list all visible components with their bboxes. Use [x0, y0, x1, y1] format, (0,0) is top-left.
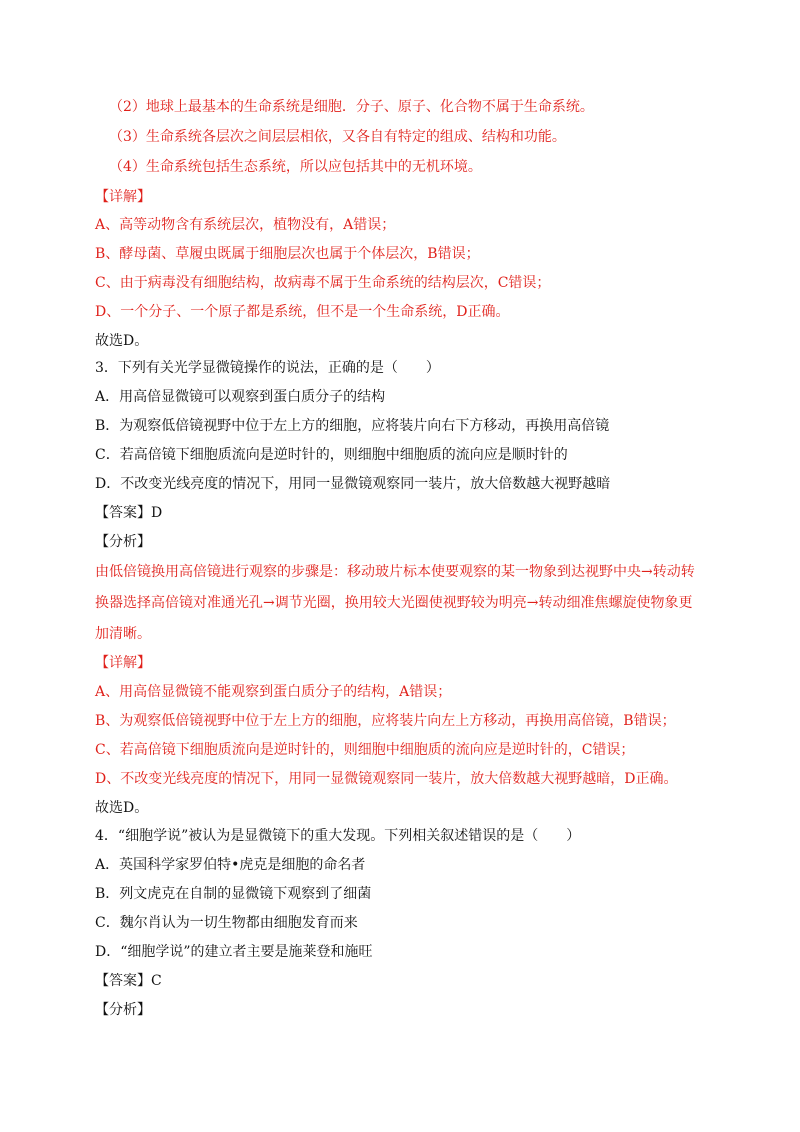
answer-line: 【答案】D — [95, 505, 163, 521]
text-line: D、不改变光线亮度的情况下，用同一显微镜观察同一装片，放大倍数越大视野越暗，D正确。 — [95, 771, 678, 787]
text-line: （2）地球上最基本的生命系统是细胞．分子、原子、化合物不属于生命系统。 — [109, 99, 594, 115]
text-line: A、高等动物含有系统层次，植物没有，A错误； — [95, 217, 396, 233]
question-4-option-a: A．英国科学家罗伯特•虎克是细胞的命名者 — [95, 857, 366, 873]
text-line: （3）生命系统各层次之间层层相依，又各自有特定的组成、结构和功能。 — [109, 129, 566, 145]
section-heading-analysis: 【分析】 — [95, 534, 151, 550]
question-3-stem: 3．下列有关光学显微镜操作的说法，正确的是（ ） — [95, 360, 440, 376]
answer-line: 【答案】C — [95, 973, 162, 989]
question-3-option-a: A．用高倍显微镜可以观察到蛋白质分子的结构 — [95, 389, 386, 405]
section-heading-detail: 【详解】 — [95, 189, 151, 205]
text-line: 故选D。 — [95, 333, 149, 349]
text-line: （4）生命系统包括生态系统，所以应包括其中的无机环境。 — [109, 159, 482, 175]
text-line: B、为观察低倍镜视野中位于左上方的细胞，应将装片向左上方移动，再换用高倍镜，B错误； — [95, 713, 676, 729]
text-line: 换器选择高倍镜对准通光孔→调节光圈，换用较大光圈使视野较为明亮→转动细准焦螺旋使物象更 — [95, 595, 693, 611]
question-4-stem: 4．“细胞学说”被认为是显微镜下的重大发现。下列相关叙述错误的是（ ） — [95, 828, 581, 844]
section-heading-detail: 【详解】 — [95, 655, 151, 671]
text-line: A、用高倍显微镜不能观察到蛋白质分子的结构，A错误； — [95, 684, 452, 700]
question-4-option-c: C．魏尔肖认为一切生物都由细胞发育而来 — [95, 915, 358, 931]
text-line: C、由于病毒没有细胞结构，故病毒不属于生命系统的结构层次，C错误； — [95, 275, 551, 291]
text-line: D、一个分子、一个原子都是系统，但不是一个生命系统，D正确。 — [95, 304, 510, 320]
question-3-option-c: C．若高倍镜下细胞质流向是逆时针的，则细胞中细胞质的流向应是顺时针的 — [95, 447, 568, 463]
question-3-option-b: B．为观察低倍镜视野中位于左上方的细胞，应将装片向右下方移动，再换用高倍镜 — [95, 418, 610, 434]
question-4-option-b: B．列文虎克在自制的显微镜下观察到了细菌 — [95, 886, 372, 902]
text-line: C、若高倍镜下细胞质流向是逆时针的，则细胞中细胞质的流向应是逆时针的，C错误； — [95, 742, 635, 758]
text-line: 加清晰。 — [95, 626, 151, 642]
text-line: 故选D。 — [95, 800, 149, 816]
question-4-option-d: D．“细胞学说”的建立者主要是施莱登和施旺 — [95, 944, 373, 960]
question-3-option-d: D．不改变光线亮度的情况下，用同一显微镜观察同一装片，放大倍数越大视野越暗 — [95, 476, 611, 492]
text-line: 由低倍镜换用高倍镜进行观察的步骤是：移动玻片标本使要观察的某一物象到达视野中央→转动转 — [95, 564, 695, 580]
text-line: B、酵母菌、草履虫既属于细胞层次也属于个体层次，B错误； — [95, 246, 480, 262]
section-heading-analysis: 【分析】 — [95, 1002, 151, 1018]
